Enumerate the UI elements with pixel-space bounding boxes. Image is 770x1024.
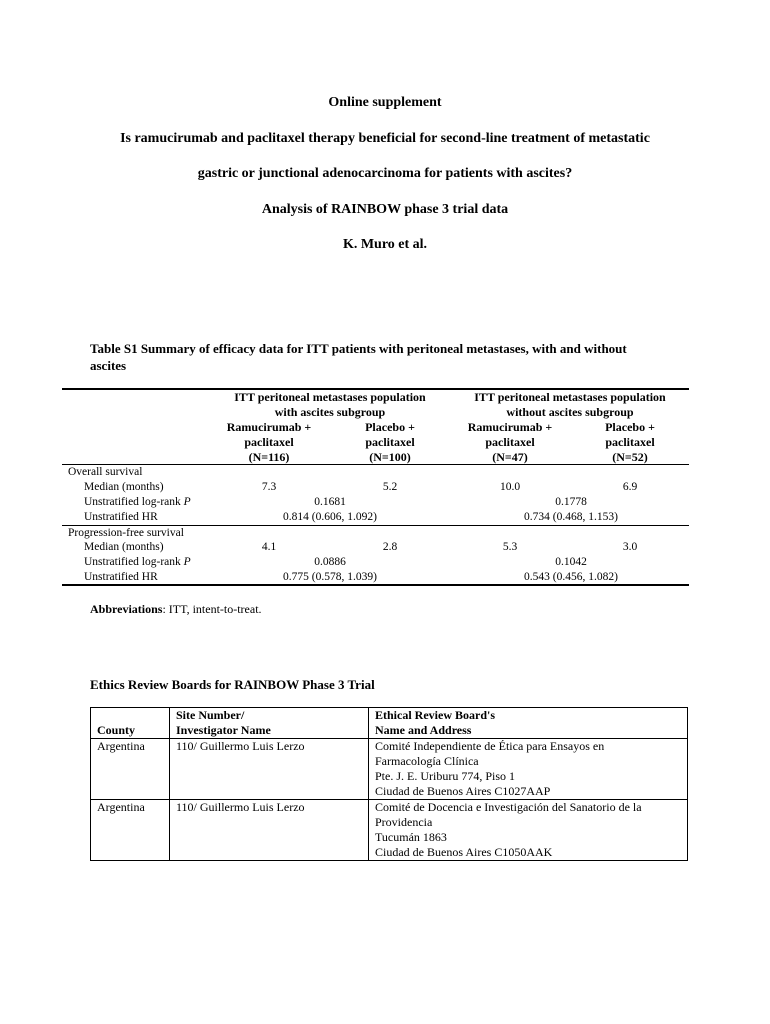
- board-name-line2: Farmacología Clínica: [375, 754, 479, 768]
- row-label-os: Overall survival: [68, 466, 143, 478]
- pfs-hr-1: 0.775 (0.578, 1.039): [283, 571, 377, 583]
- col-ram-2: [451, 420, 569, 465]
- ethics-county: Argentina: [91, 800, 170, 861]
- col-ram-2-n: (N=47): [492, 450, 528, 464]
- county-header-text: County: [97, 723, 136, 737]
- ethics-site: 110/ Guillermo Luis Lerzo: [170, 800, 369, 861]
- group2-header: [450, 390, 690, 420]
- board-name-line1: Comité de Docencia e Investigación del Sanatorio de la: [375, 800, 642, 814]
- row-label-os-logrank: [84, 495, 191, 510]
- board-name-line1: Comité Independiente de Ética para Ensayos en: [375, 739, 605, 753]
- col-ram-1-line1: Ramucirumab +: [226, 420, 312, 434]
- authors: K. Muro et al.: [342, 237, 428, 252]
- ethics-site: 110/ Guillermo Luis Lerzo: [170, 739, 369, 800]
- col-pla-1-n: (N=100): [369, 450, 411, 464]
- ethics-county: Argentina: [91, 739, 170, 800]
- os-p-1: 0.1681: [314, 496, 346, 508]
- col-pla-2: [570, 420, 690, 465]
- col-pla-1-line1: Placebo +: [365, 420, 415, 434]
- os-p-2: 0.1778: [555, 496, 587, 508]
- ethics-row: [91, 739, 688, 800]
- pfs-p-1: 0.0886: [314, 556, 346, 568]
- pfs-p-2: 0.1042: [555, 556, 587, 568]
- pfs-median-ram-2: 5.3: [502, 541, 518, 553]
- os-median-pla-2: 6.9: [622, 481, 638, 493]
- os-hr-2: 0.734 (0.468, 1.153): [524, 511, 618, 523]
- col-ram-1: [210, 420, 328, 465]
- abbreviations-note: [90, 602, 262, 617]
- row-label-pfs-hr: Unstratified HR: [84, 571, 158, 583]
- col-pla-2-line1: Placebo +: [605, 420, 655, 434]
- group1-header-line2: with ascites subgroup: [274, 405, 386, 419]
- ethics-title: Ethics Review Boards for RAINBOW Phase 3 Trial: [90, 677, 375, 692]
- p-italic: P: [183, 556, 191, 568]
- group1-header-line1: ITT peritoneal metastases population: [234, 390, 426, 404]
- caption-line-1: Table S1 Summary of efficacy data for ITT patients with peritoneal metastases, with and without: [90, 341, 627, 356]
- ethics-board: [369, 739, 688, 800]
- board-name-line2: Providencia: [375, 815, 433, 829]
- board-header-line1: Ethical Review Board's: [375, 708, 495, 722]
- col-pla-2-line2: paclitaxel: [605, 435, 655, 449]
- board-address-line1: Pte. J. E. Uriburu 774, Piso 1: [375, 769, 516, 783]
- board-address-line1: Tucumán 1863: [375, 830, 447, 844]
- abbreviations-text: : ITT, intent-to-treat.: [162, 602, 262, 616]
- col-ram-2-line2: paclitaxel: [485, 435, 535, 449]
- col-pla-1: [330, 420, 450, 465]
- title-line-2: gastric or junctional adenocarcinoma for patients with ascites?: [197, 166, 573, 181]
- os-hr-1: 0.814 (0.606, 1.092): [283, 511, 377, 523]
- site-header-line2: Investigator Name: [176, 723, 271, 737]
- ethics-row: [91, 800, 688, 861]
- os-median-ram-1: 7.3: [261, 481, 277, 493]
- pfs-median-pla-2: 3.0: [622, 541, 638, 553]
- ethics-board: [369, 800, 688, 861]
- ethics-header-site: [170, 708, 369, 739]
- ethics-header-county: [91, 708, 170, 739]
- board-address-line2: Ciudad de Buenos Aires C1050AAK: [375, 845, 553, 859]
- logrank-text: Unstratified log-rank: [84, 496, 181, 508]
- col-pla-2-n: (N=52): [612, 450, 648, 464]
- group2-header-line2: without ascites subgroup: [506, 405, 634, 419]
- col-ram-2-line1: Ramucirumab +: [467, 420, 553, 434]
- ethics-header-row: [91, 708, 688, 739]
- site-header-line1: Site Number/: [176, 708, 245, 722]
- col-ram-1-line2: paclitaxel: [244, 435, 294, 449]
- ethics-table: [90, 707, 688, 861]
- ethics-header-board: [369, 708, 688, 739]
- row-label-os-hr: Unstratified HR: [84, 511, 158, 523]
- table-s1-caption: [90, 340, 627, 374]
- os-median-ram-2: 10.0: [499, 481, 521, 493]
- row-label-pfs: Progression-free survival: [68, 527, 184, 539]
- title-line-1: Is ramucirumab and paclitaxel therapy beneficial for second-line treatment of metastatic: [120, 131, 650, 146]
- pfs-median-pla-1: 2.8: [382, 541, 398, 553]
- group1-header: [210, 390, 450, 420]
- row-label-os-median: Median (months): [84, 481, 164, 493]
- subtitle: Analysis of RAINBOW phase 3 trial data: [261, 202, 509, 217]
- row-label-pfs-logrank: [84, 555, 191, 570]
- p-italic: P: [183, 496, 191, 508]
- abbreviations-label: Abbreviations: [90, 602, 163, 616]
- col-ram-1-n: (N=116): [248, 450, 290, 464]
- col-pla-1-line2: paclitaxel: [365, 435, 415, 449]
- logrank-text: Unstratified log-rank: [84, 556, 181, 568]
- pfs-median-ram-1: 4.1: [261, 541, 277, 553]
- board-address-line2: Ciudad de Buenos Aires C1027AAP: [375, 784, 551, 798]
- board-header-line2: Name and Address: [375, 723, 472, 737]
- row-label-pfs-median: Median (months): [84, 541, 164, 553]
- os-median-pla-1: 5.2: [382, 481, 398, 493]
- group2-header-line1: ITT peritoneal metastases population: [474, 390, 666, 404]
- pfs-hr-2: 0.543 (0.456, 1.082): [524, 571, 618, 583]
- supplement-label: Online supplement: [328, 95, 442, 110]
- caption-line-2: ascites: [90, 358, 127, 373]
